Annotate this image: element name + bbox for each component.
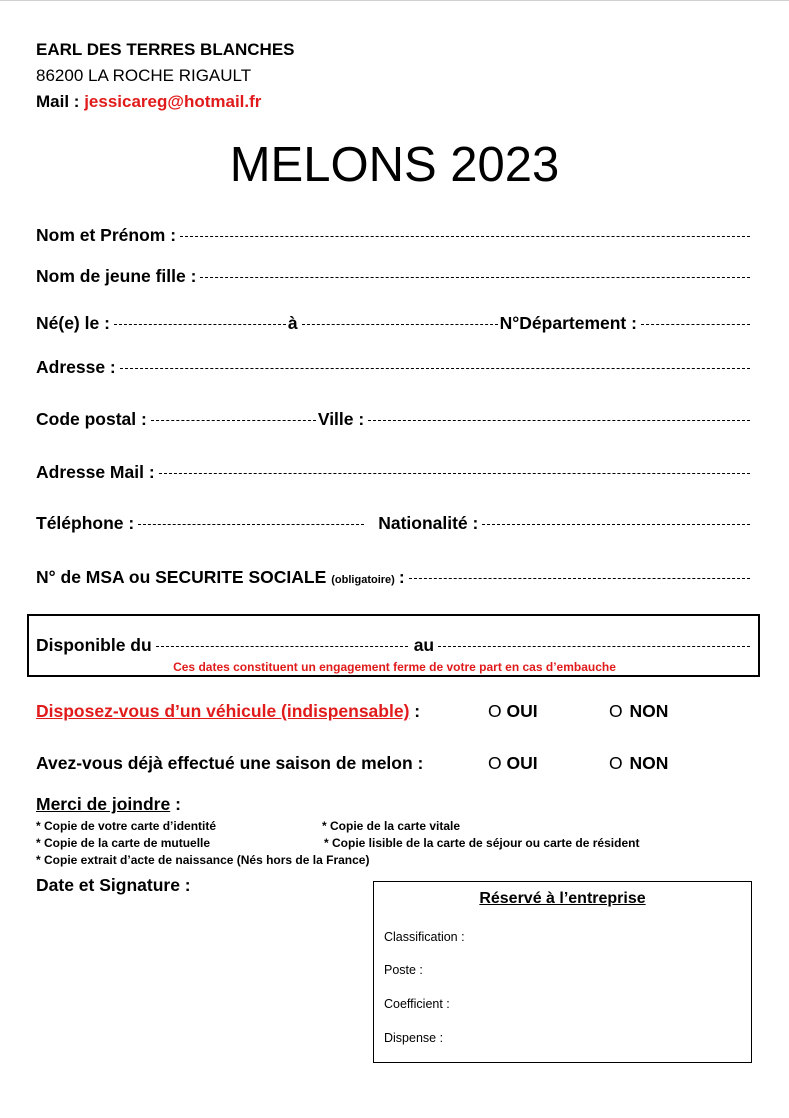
nationalite-field[interactable] <box>482 524 750 525</box>
telephone-field[interactable] <box>138 524 364 525</box>
doc-item: * Copie de la carte de mutuelle <box>36 836 211 850</box>
naissance-row <box>36 313 752 334</box>
doc-item: * Copie de votre carte d’identité <box>36 819 217 833</box>
saison-non-label: NON <box>629 753 669 773</box>
classification-label: Classification : <box>384 930 465 944</box>
page-top-border <box>0 0 789 1</box>
code-postal-row <box>36 409 752 430</box>
vehicule-non-radio[interactable]: O <box>609 701 623 721</box>
coefficient-label: Coefficient : <box>384 997 450 1011</box>
question-vehicule <box>36 701 420 722</box>
disponible-du-field[interactable] <box>156 646 408 647</box>
page-title: MELONS 2023 <box>229 138 560 192</box>
saison-oui-label: OUI <box>506 753 538 773</box>
adresse-field[interactable] <box>120 368 750 369</box>
nom-jeune-fille-label: Nom de jeune fille : <box>36 266 197 286</box>
reserve-box <box>373 881 752 1063</box>
mail-value[interactable]: jessicareg@hotmail.fr <box>84 92 262 111</box>
disponibilite-row <box>36 635 752 656</box>
adresse-row <box>36 357 752 378</box>
departement-field[interactable] <box>641 324 750 325</box>
telephone-label: Téléphone : <box>36 513 135 533</box>
disponible-du-label: Disponible du <box>36 635 152 655</box>
vehicule-non-option[interactable] <box>609 701 668 722</box>
reserve-title: Réservé à l’entreprise <box>479 890 646 907</box>
nom-jeune-fille-row <box>36 266 752 287</box>
adresse-mail-row <box>36 462 752 483</box>
question-vehicule-colon: : <box>409 701 421 721</box>
signature-label: Date et Signature : <box>36 875 191 895</box>
departement-label: N°Département : <box>499 313 637 333</box>
doc-item: * Copie extrait d’acte de naissance (Nés hors de la France) <box>36 853 370 867</box>
vehicule-oui-label: OUI <box>506 701 538 721</box>
saison-non-option[interactable] <box>609 753 668 774</box>
msa-label: N° de MSA ou SECURITE SOCIALE <box>36 567 327 587</box>
joindre-title: Merci de joindre <box>36 794 171 814</box>
company-name: EARL DES TERRES BLANCHES <box>36 40 295 59</box>
nom-prenom-field[interactable] <box>180 236 750 237</box>
telephone-row <box>36 513 752 534</box>
company-mail <box>36 92 261 112</box>
joindre-heading <box>36 794 181 815</box>
msa-row <box>36 567 752 588</box>
lieu-naissance-field[interactable] <box>302 324 498 325</box>
engagement-note: Ces dates constituent un engagement ferme de votre part en cas d’embauche <box>173 660 616 674</box>
joindre-colon: : <box>170 794 181 814</box>
question-saison-label: Avez-vous déjà effectué une saison de melon : <box>36 753 424 773</box>
code-postal-field[interactable] <box>151 420 316 421</box>
dispense-label: Dispense : <box>384 1031 444 1045</box>
msa-field[interactable] <box>409 578 750 579</box>
ville-field[interactable] <box>368 420 750 421</box>
question-saison <box>36 753 423 774</box>
ne-le-label: Né(e) le : <box>36 313 110 333</box>
date-naissance-field[interactable] <box>114 324 286 325</box>
company-address: 86200 LA ROCHE RIGAULT <box>36 66 252 85</box>
ville-label: Ville : <box>317 409 365 429</box>
vehicule-oui-option[interactable] <box>488 701 538 722</box>
vehicule-non-label: NON <box>629 701 669 721</box>
saison-non-radio[interactable]: O <box>609 753 623 773</box>
adresse-mail-label: Adresse Mail : <box>36 462 155 482</box>
saison-oui-radio[interactable]: O <box>488 753 502 773</box>
disponible-au-label: au <box>413 635 435 655</box>
adresse-mail-field[interactable] <box>159 473 750 474</box>
adresse-label: Adresse : <box>36 357 116 377</box>
poste-label: Poste : <box>384 963 423 977</box>
nom-prenom-label: Nom et Prénom : <box>36 225 177 245</box>
disponible-au-field[interactable] <box>438 646 750 647</box>
vehicule-oui-radio[interactable]: O <box>488 701 502 721</box>
nationalite-label: Nationalité : <box>378 513 479 533</box>
question-vehicule-label: Disposez-vous d’un véhicule (indispensable) <box>36 701 410 721</box>
nom-jeune-fille-field[interactable] <box>200 277 750 278</box>
doc-item: * Copie lisible de la carte de séjour ou carte de résident <box>324 836 640 850</box>
doc-item: * Copie de la carte vitale <box>322 819 461 833</box>
code-postal-label: Code postal : <box>36 409 147 429</box>
mail-label: Mail : <box>36 92 80 111</box>
msa-colon: : <box>398 567 405 587</box>
a-label: à <box>287 313 298 333</box>
msa-obligatoire: (obligatoire) <box>331 574 395 586</box>
saison-oui-option[interactable] <box>488 753 538 774</box>
nom-prenom-row <box>36 225 752 246</box>
